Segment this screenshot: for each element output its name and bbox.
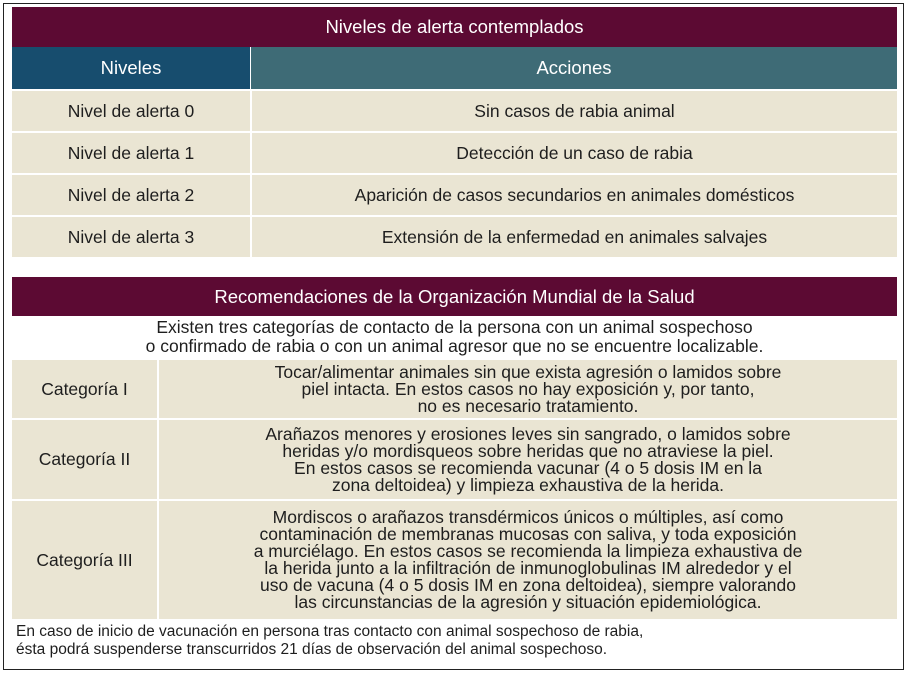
- alert-levels-title: Niveles de alerta contemplados: [12, 7, 897, 47]
- category-name: Categoría I: [41, 378, 128, 399]
- alert-levels-table: [12, 7, 897, 257]
- intro-line: o confirmado de rabia o con un animal agresor que no se encuentre localizable.: [145, 336, 764, 356]
- table-row: [12, 175, 897, 215]
- description-line: En estos casos se recomienda vacunar (4 o 5 dosis IM en la: [294, 457, 762, 478]
- footnote-line: En caso de inicio de vacunación en persona tras contacto con animal sospechoso de rabia,: [16, 623, 644, 640]
- level-cell: Nivel de alerta 0: [67, 100, 195, 121]
- category-description: [157, 501, 897, 619]
- level-cell: Nivel de alerta 1: [67, 142, 195, 163]
- table-row: [12, 91, 897, 131]
- description-line: Arañazos menores y erosiones leves sin sangrado, o lamidos sobre: [265, 423, 791, 444]
- table-row: [12, 501, 897, 619]
- alert-levels-header-row: [12, 47, 897, 89]
- who-intro: [12, 316, 897, 358]
- action-cell: Detección de un caso de rabia: [250, 133, 897, 173]
- description-line: piel intacta. En estos casos no hay exposición y, por tanto,: [301, 378, 755, 399]
- category-description: [157, 360, 897, 418]
- description-line: las circunstancias de la agresión y situación epidemiológica.: [294, 592, 762, 612]
- description-line: no es necesario tratamiento.: [417, 395, 639, 416]
- footnote: [12, 621, 897, 661]
- action-cell: Aparición de casos secundarios en animales domésticos: [250, 175, 897, 215]
- description-line: heridas y/o mordisqueos sobre heridas que no atraviese la piel.: [282, 440, 774, 461]
- description-line: Tocar/alimentar animales sin que exista agresión o lamidos sobre: [274, 361, 782, 382]
- action-cell: Sin casos de rabia animal: [250, 91, 897, 131]
- table-row: [12, 420, 897, 499]
- header-levels: Niveles: [12, 47, 250, 89]
- level-cell: Nivel de alerta 2: [67, 184, 195, 205]
- table-row: [12, 360, 897, 418]
- table-row: [12, 217, 897, 257]
- description-line: la herida junto a la infiltración de inmunoglobulinas IM alrededor y el: [264, 558, 792, 578]
- description-line: a murciélago. En estos casos se recomienda la limpieza exhaustiva de: [253, 541, 803, 561]
- description-line: uso de vacuna (4 o 5 dosis IM en zona deltoidea), siempre valorando: [259, 575, 796, 595]
- description-line: zona deltoidea) y limpieza exhaustiva de la herida.: [331, 474, 725, 495]
- category-name: Categoría III: [36, 549, 133, 570]
- who-recommendations-title: Recomendaciones de la Organización Mundial de la Salud: [12, 277, 897, 316]
- intro-line: Existen tres categorías de contacto de la persona con un animal sospechoso: [156, 317, 753, 337]
- level-cell: Nivel de alerta 3: [67, 226, 195, 247]
- description-line: contaminación de membranas mucosas con saliva, y toda exposición: [259, 524, 797, 544]
- table-row: [12, 133, 897, 173]
- footnote-line: ésta podrá suspenderse transcurridos 21 días de observación del animal sospechoso.: [16, 641, 608, 658]
- category-name: Categoría II: [38, 449, 131, 469]
- header-actions: Acciones: [250, 47, 897, 89]
- description-line: Mordiscos o arañazos transdérmicos únicos o múltiples, así como: [272, 507, 784, 527]
- who-recommendations-table: [12, 277, 897, 661]
- category-description: [157, 420, 897, 499]
- action-cell: Extensión de la enfermedad en animales salvajes: [250, 217, 897, 257]
